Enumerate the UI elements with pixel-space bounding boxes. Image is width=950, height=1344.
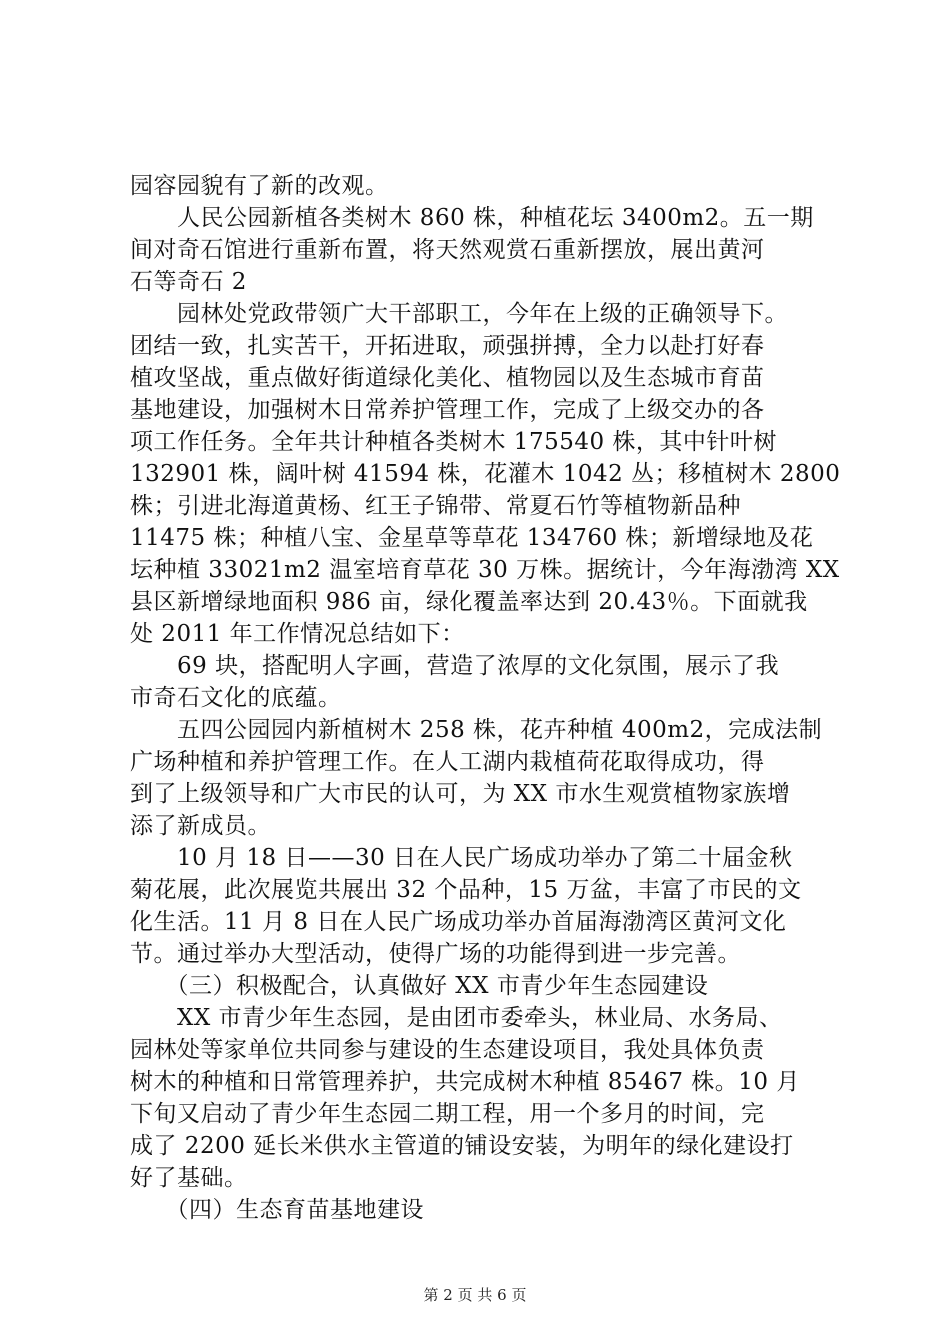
text-line: 园林处等家单位共同参与建设的生态建设项目，我处具体负责 [130,1037,765,1063]
text-line: 好了基础。 [130,1165,248,1191]
text-line: 市奇石文化的底蕴。 [130,685,342,711]
text-line: 132901 株，阔叶树 41594 株，花灌木 1042 丛；移植树木 2800 [130,461,841,487]
text-line: 到了上级领导和广大市民的认可，为 XX 市水生观赏植物家族增 [130,781,791,807]
section-heading: （四）生态育苗基地建设 [130,1197,424,1223]
text-line: 团结一致，扎实苦干，开拓进取，顽强拼搏，全力以赴打好春 [130,333,765,359]
text-line: 成了 2200 延长米供水主管道的铺设安装，为明年的绿化建设打 [130,1133,794,1159]
text-line: 株；引进北海道黄杨、红王子锦带、常夏石竹等植物新品种 [130,493,741,519]
text-line: 菊花展，此次展览共展出 32 个品种，15 万盆，丰富了市民的文 [130,877,802,903]
text-line: 县区新增绿地面积 986 亩，绿化覆盖率达到 20.43％。下面就我 [130,589,808,615]
text-line: 处 2011 年工作情况总结如下： [130,621,465,647]
text-line: 添了新成员。 [130,813,271,839]
text-line: 树木的种植和日常管理养护，共完成树木种植 85467 株。10 月 [130,1069,800,1095]
text-line: 项工作任务。全年共计种植各类树木 175540 株，其中针叶树 [130,429,777,455]
text-line: 五四公园园内新植树木 258 株，花卉种植 400m2，完成法制 [130,717,823,743]
text-line: XX 市青少年生态园，是由团市委牵头，林业局、水务局、 [130,1005,783,1031]
text-line: 间对奇石馆进行重新布置，将天然观赏石重新摆放，展出黄河 [130,237,765,263]
text-line: 69 块，搭配明人字画，营造了浓厚的文化氛围，展示了我 [130,653,780,679]
section-heading: （三）积极配合，认真做好 XX 市青少年生态园建设 [130,973,709,999]
text-line: 下旬又启动了青少年生态园二期工程，用一个多月的时间，完 [130,1101,765,1127]
text-line: 石等奇石 2 [130,269,247,295]
text-line: 基地建设，加强树木日常养护管理工作，完成了上级交办的各 [130,397,765,423]
text-line: 节。通过举办大型活动，使得广场的功能得到进一步完善。 [130,941,741,967]
text-line: 坛种植 33021m2 温室培育草花 30 万株。据统计，今年海渤湾 XX [130,557,840,583]
text-line: 10 月 18 日——30 日在人民广场成功举办了第二十届金秋 [130,845,793,871]
text-line: 11475 株；种植八宝、金星草等草花 134760 株；新增绿地及花 [130,525,814,551]
text-line: 人民公园新植各类树木 860 株，种植花坛 3400m2。五一期 [130,205,814,231]
text-line: 植攻坚战，重点做好街道绿化美化、植物园以及生态城市育苗 [130,365,765,391]
page-number: 第 2 页 共 6 页 [423,1286,527,1304]
document-body [130,170,841,1226]
text-line: 化生活。11 月 8 日在人民广场成功举办首届海渤湾区黄河文化 [130,909,787,935]
text-line: 园林处党政带领广大干部职工，今年在上级的正确领导下。 [130,301,788,327]
text-line: 广场种植和养护管理工作。在人工湖内栽植荷花取得成功，得 [130,749,765,775]
text-line: 园容园貌有了新的改观。 [130,173,389,199]
